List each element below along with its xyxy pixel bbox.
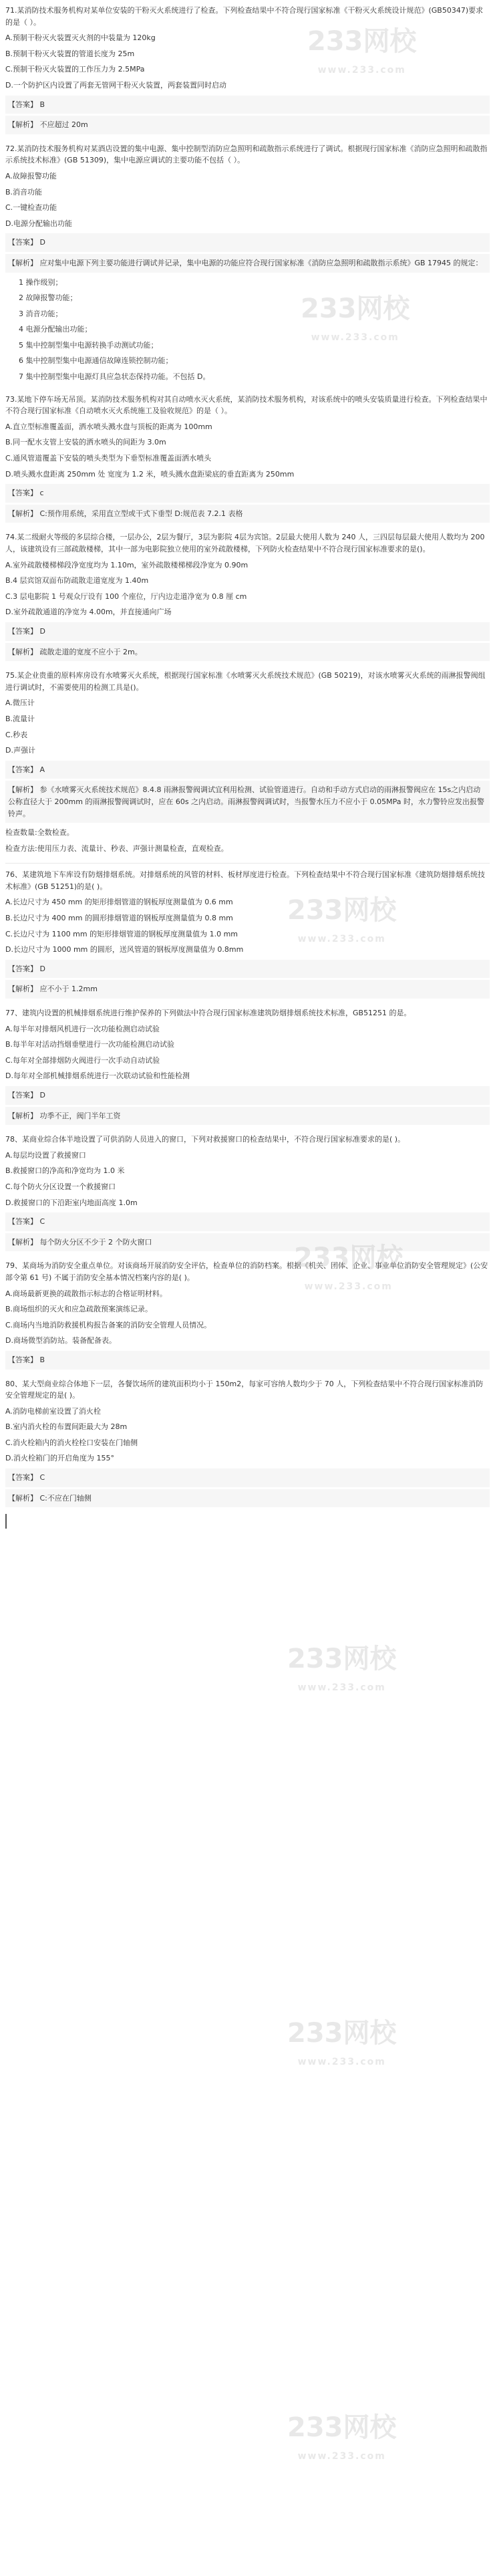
question-stem: 75.某企业贵重的原料库房设有水喷雾灭火系统，根据现行国家标准《水喷雾灭火系统技术规范》(GB 50219)，对该水喷雾灭火系统的雨淋报警阀组进行调试时，不需要使用的检测工具是()。 — [5, 671, 486, 692]
option-a[interactable]: A.直立型标准覆盖面，洒水喷头溅水盘与顶板的距离为 100mm — [5, 422, 212, 431]
answer-label: 【答案】 B — [5, 1351, 490, 1370]
option-c[interactable]: C.长边尺寸为 1100 mm 的矩形排烟管道的钢板厚度测量值为 1.0 mm — [5, 929, 238, 938]
text-cursor — [5, 1514, 7, 1529]
option-d[interactable]: D.一个防护区内设置了两套无管网干粉灭火装置，两套装置同时启动 — [5, 80, 226, 90]
option-b[interactable]: B.流量计 — [5, 714, 35, 723]
option-a[interactable]: A.预制干粉灭火装置灭火剂的中装量为 120kg — [5, 33, 156, 43]
option-c[interactable]: C.每个防火分区设置一个救援窗口 — [5, 1182, 116, 1191]
explanation-item: 1 操作级别； — [19, 277, 63, 287]
question-block — [5, 1132, 490, 1251]
answer-label: 【答案】 B — [5, 96, 490, 114]
answer-label: 【答案】 D — [5, 233, 490, 252]
option-a[interactable]: A.每半年对排烟风机进行一次功能检测启动试验 — [5, 1024, 160, 1033]
explanation: 【解析】 应不小于 1.2mm — [5, 980, 490, 999]
option-a[interactable]: A.室外疏散楼梯梯段净宽度均为 1.10m，室外疏散楼梯梯段净宽为 0.90m — [5, 560, 249, 569]
option-b[interactable]: B.4 层宾馆双面布防疏散走道宽度为 1.40m — [5, 576, 149, 586]
explanation-line: 检查数量:全数检查。 — [5, 828, 74, 838]
option-d[interactable]: D.每年对全部机械排烟系统进行一次联动试验和性能检测 — [5, 1071, 190, 1081]
answer-label: 【答案】 D — [5, 1086, 490, 1105]
question-stem: 77、建筑内设置的机械排烟系统进行维护保养的下列做法中符合现行国家标准建筑防烟排烟系统技术标准，GB51251 的是。 — [5, 1009, 411, 1018]
explanation-item: 4 电源分配输出功能； — [19, 325, 92, 334]
explanation-item: 2 故障报警功能； — [19, 293, 77, 303]
option-b[interactable]: B.预制干粉灭火装置的管道长度为 25m — [5, 49, 135, 58]
option-b[interactable]: B.商场组织的灭火和应急疏散预案演练记录。 — [5, 1305, 153, 1314]
question-block — [5, 1258, 490, 1369]
answer-label: 【答案】 D — [5, 622, 490, 641]
explanation: 【解析】 C:预作用系统，采用直立型或干式下垂型 D:规范表 7.2.1 表格 — [5, 505, 490, 523]
explanation-item: 3 消音功能； — [19, 309, 63, 318]
divider — [5, 863, 490, 864]
explanation: 【解析】 每个防火分区不少于 2 个防火窗口 — [5, 1233, 490, 1252]
option-d[interactable]: D.室外疏散通道的净宽为 4.00m，并直接通向广场 — [5, 608, 172, 617]
question-stem: 76、某建筑地下车库设有防烟排烟系统。对排烟系统的风管的材料、板材厚度进行检查。下列检查结果中不符合现行国家标准《建筑防烟排烟系统技术标准》(GB 51251)的是( )。 — [5, 870, 485, 891]
option-b[interactable]: B.长边尺寸为 400 mm 的圆形排烟管道的钢板厚度测量值为 0.8 mm — [5, 914, 233, 923]
option-d[interactable]: D.消火栓箱门的开启角度为 155° — [5, 1454, 114, 1463]
answer-label: 【答案】 A — [5, 761, 490, 779]
option-c[interactable]: C.秒表 — [5, 730, 28, 739]
option-d[interactable]: D.电源分配输出功能 — [5, 219, 72, 228]
explanation-item: 5 集中控制型集中电源转换手动测试功能； — [19, 340, 158, 350]
option-d[interactable]: D.商场微型消防站。装备配备表。 — [5, 1336, 116, 1345]
option-c[interactable]: C.预制干粉灭火装置的工作压力为 2.5MPa — [5, 65, 145, 74]
answer-label: 【答案】 D — [5, 960, 490, 979]
option-d[interactable]: D.长边尺寸为 1000 mm 的圆形，送风管道的钢板厚度测量值为 0.8mm — [5, 945, 244, 954]
question-block — [5, 141, 490, 385]
option-b[interactable]: B.消音功能 — [5, 187, 43, 197]
question-stem: 78、某商业综合体半地设置了可供消防人员进入的窗口，下列对救援窗口的检查结果中，不符合现行国家标准要求的是( )。 — [5, 1135, 405, 1144]
explanation-line: 检查方法:使用压力表、流量计、秒表、声强计测量检查，直观检查。 — [5, 844, 228, 853]
question-stem: 74.某二级耐火等级的多层综合楼，一层办公，2层为餐厅，3层为影院 4层为宾馆。2层最大使用人数为 240 人，三四层每层最大使用人数均为 200 人，该建筑设有三部疏散楼梯，其中一部为电影院独立使用的室外疏散楼梯，下列防火检查结果中不符合现行国家标准要求的是()。 — [5, 533, 485, 553]
option-c[interactable]: C.消火栓箱内的消火栓栓口安装在门轴侧 — [5, 1438, 138, 1447]
question-stem: 79、某商场为消防安全重点单位。对该商场开展消防安全评估，检查单位的消防档案。根据《机关、团体、企业、事业单位消防安全管理规定》(公安部令第 61 号) 不属于消防安全基本情况档案内容的是( )。 — [5, 1261, 488, 1282]
option-d[interactable]: D.喷头溅水盘距离 250mm 处 宽度为 1.2 米，喷头溅水盘距梁底的垂直距离为 250mm — [5, 469, 295, 479]
explanation: 【解析】 应对集中电源下列主要功能进行调试并记录，集中电源的功能应符合现行国家标准《消防应急照明和疏散指示系统》GB 17945 的规定： — [5, 254, 490, 273]
question-stem: 73.某地下停车场无吊顶。某消防技术服务机构对其自动喷水灭火系统，某消防技术服务机构，对该系统中的喷头安装质量进行检查。下列检查结果中不符合现行国家标准《自动喷水灭火系统施工及验收规范》的是（ ）。 — [5, 394, 488, 416]
watermark: 233网校 www.233.com — [307, 26, 417, 76]
answer-label: 【答案】 C — [5, 1468, 490, 1487]
question-block — [5, 3, 490, 134]
option-b[interactable]: B.同一配水支管上安装的洒水喷头的间距为 3.0m — [5, 438, 166, 447]
option-b[interactable]: B.每半年对活动挡烟垂壁进行一次功能检测启动试验 — [5, 1040, 175, 1049]
question-block — [5, 1005, 490, 1125]
option-a[interactable]: A.每层均设置了救援窗口 — [5, 1150, 86, 1160]
question-stem: 80、某大型商业综合体地下一层，各餐饮场所的建筑面积均小于 150m2，每家可容纳人数均少于 70 人，下列检查结果中不符合现行国家标准消防安全管理规定的是( )。 — [5, 1379, 484, 1400]
watermark: 233网校 www.233.com — [287, 895, 397, 944]
explanation: 【解析】 参《水喷雾灭火系统技术规范》8.4.8 雨淋报警阀调试宜利用检测、试验管道进行。自动和手动方式启动的雨淋报警阀应在 15s之内启动公称直径大于 200mm 的雨淋报警阀调试时，应在 60s 之内启动。雨淋报警阀调试时，当报警水压力不应小于 0.05MPa 时，水力警铃应发出报警铃声。 — [5, 781, 490, 823]
option-d[interactable]: D.救援窗口的下沿距室内地面高度 1.0m — [5, 1198, 138, 1207]
option-a[interactable]: A.微压计 — [5, 698, 35, 708]
option-c[interactable]: C.通风管道覆盖下安装的喷头类型为下垂型标准覆盖面洒水喷头 — [5, 454, 212, 463]
question-block — [5, 392, 490, 523]
option-d[interactable]: D.声强计 — [5, 746, 35, 755]
option-a[interactable]: A.消防电梯前室设置了消火栓 — [5, 1406, 101, 1416]
watermark: 233网校 www.233.com — [294, 1243, 403, 1292]
option-a[interactable]: A.商场最新更换的疏散指示标志的合格证明材料。 — [5, 1289, 167, 1298]
option-b[interactable]: B.救援窗口的净高和净宽均为 1.0 米 — [5, 1166, 125, 1176]
answer-label: 【答案】 C — [5, 1212, 490, 1231]
watermark: 233网校 www.233.com — [287, 2412, 397, 2462]
question-block — [5, 668, 490, 856]
answer-label: 【答案】 c — [5, 484, 490, 503]
option-c[interactable]: C.一键检查功能 — [5, 203, 57, 213]
question-block — [5, 867, 490, 999]
option-b[interactable]: B.室内消火栓的布置间距最大为 28m — [5, 1422, 128, 1432]
explanation: 【解析】 C:不应在门轴侧 — [5, 1489, 490, 1508]
option-a[interactable]: A.故障报警功能 — [5, 171, 57, 180]
explanation: 【解析】 疏散走道的宽度不应小于 2m。 — [5, 643, 490, 662]
option-c[interactable]: C.商场内当地消防救援机构报告备案的消防安全管理人员情况。 — [5, 1320, 212, 1329]
explanation-item: 7 集中控制型集中电源灯具应急状态保持功能。不包括 D。 — [19, 372, 210, 382]
question-block — [5, 529, 490, 661]
watermark: 233网校 www.233.com — [287, 2018, 397, 2067]
question-stem: 71.某消防技术服务机构对某单位安装的干粉灭火系统进行了检查。下列检查结果中不符合现行国家标准《干粉灭火系统设计规范》(GB50347)要求的是（ ）。 — [5, 6, 484, 27]
option-c[interactable]: C.每年对全部排烟防火阀进行一次手动自动试验 — [5, 1055, 160, 1065]
explanation: 【解析】 功季不正，阀门半年工资 — [5, 1107, 490, 1126]
option-c[interactable]: C.3 层电影院 1 号观众厅设有 100 个座位，厅内边走道净宽为 0.8 厘 cm — [5, 592, 247, 601]
option-a[interactable]: A.长边尺寸为 450 mm 的矩形排烟管道的钢板厚度测量值为 0.6 mm — [5, 898, 233, 907]
explanation: 【解析】 不应超过 20m — [5, 116, 490, 134]
question-block — [5, 1376, 490, 1508]
question-stem: 72.某消防技术服务机构对某酒店设置的集中电源、集中控制型消防应急照明和疏散指示系统进行了调试。根据现行国家标准《消防应急照明和疏散指示系统技术标准》(GB 51309)，集中电源应调试的主要功能不包括（ ）。 — [5, 144, 488, 165]
watermark: 233网校 www.233.com — [287, 1644, 397, 1693]
explanation-item: 6 集中控制型集中电源通信故障连锁控制功能； — [19, 356, 173, 366]
watermark: 233网校 www.233.com — [301, 293, 410, 343]
